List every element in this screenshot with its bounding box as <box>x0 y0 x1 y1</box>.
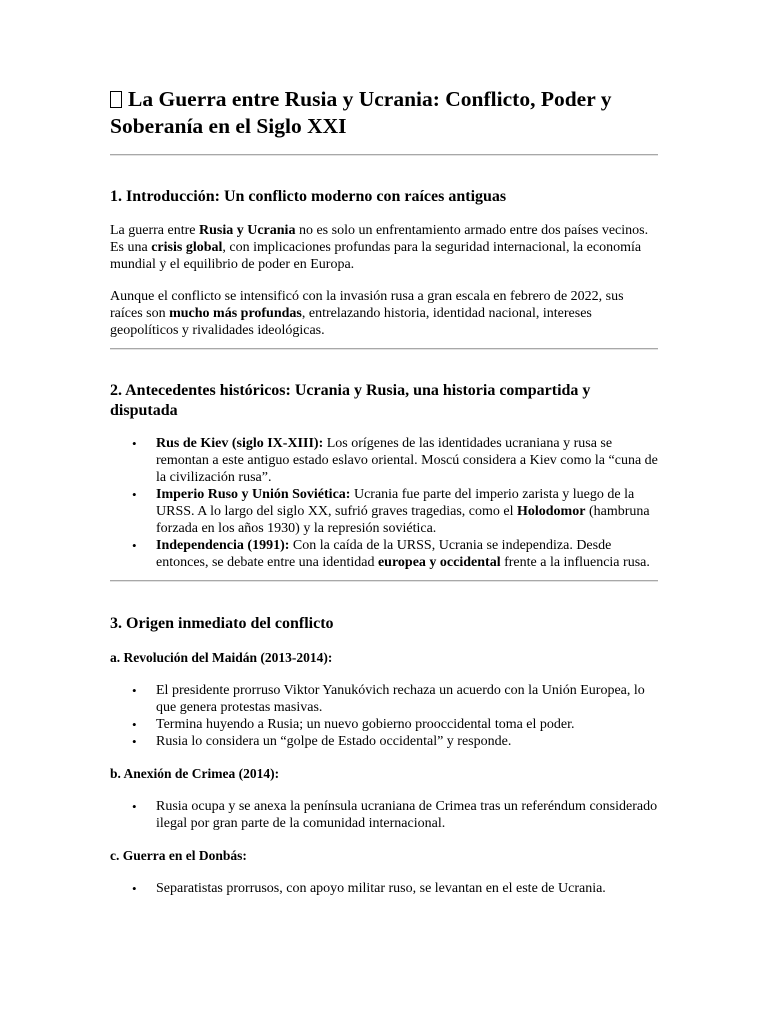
text-run: (hambruna forzada en los años 1930) y la represión soviética. <box>156 504 650 536</box>
document-title <box>110 86 658 140</box>
subsection-b-list <box>110 798 658 832</box>
list-item <box>156 435 658 486</box>
text-run: Aunque el conflicto se intensificó con la invasión rusa a gran escala en febrero de 2022, sus raíces son <box>110 289 624 321</box>
subsection-c-list <box>110 880 658 897</box>
list-item: • Termina huyendo a Rusia; un nuevo gobierno prooccidental toma el poder. <box>156 716 658 733</box>
text-run: Con la caída de la URSS, Ucrania se independiza. Desde entonces, se debate entre una identidad <box>156 538 612 570</box>
subsection-a-heading: a. Revolución del Maidán (2013-2014): <box>110 650 333 665</box>
subsection-a-list <box>110 682 658 750</box>
text-run: , con implicaciones profundas para la seguridad internacional, la economía mundial y el equilibrio de poder en Europa. <box>110 240 642 272</box>
list-item <box>156 486 658 537</box>
section-2-list <box>110 435 658 571</box>
bold-run: Holodomor <box>516 504 586 519</box>
section-1-paragraph-2 <box>110 288 658 339</box>
subsection-c-heading: c. Guerra en el Donbás: <box>110 848 247 863</box>
list-item: • Rusia lo considera un “golpe de Estado occidental” y responde. <box>156 733 658 750</box>
section-2-heading: 2. Antecedentes históricos: Ucrania y Rusia, una historia compartida y disputada <box>110 382 591 419</box>
document-title-text: La Guerra entre Rusia y Ucrania: Conflicto, Poder y Soberanía en el Siglo XXI <box>110 87 612 138</box>
text-run: La guerra entre <box>110 223 199 238</box>
bold-run: europea y occidental <box>377 555 501 570</box>
section-1-heading: 1. Introducción: Un conflicto moderno con raíces antiguas <box>110 188 507 205</box>
divider <box>110 580 658 582</box>
bold-run: Imperio Ruso y Unión Soviética: <box>156 487 351 502</box>
text-run: Ucrania fue parte del imperio zarista y luego de la URSS. A lo largo del siglo XX, sufrió graves tragedias, como el <box>156 487 635 519</box>
text-run: , entrelazando historia, identidad nacional, intereses geopolíticos y rivalidades ideológicas. <box>110 306 592 338</box>
bold-run: Rus de Kiev (siglo IX-XIII): <box>156 436 324 451</box>
bold-run: crisis global <box>151 240 223 255</box>
bold-run: Independencia (1991): <box>156 538 290 553</box>
document-body <box>110 86 658 897</box>
bold-run: Rusia y Ucrania <box>199 223 296 238</box>
list-item: • El presidente prorruso Viktor Yanukóvich rechaza un acuerdo con la Unión Europea, lo que genera protestas masivas. <box>156 682 658 716</box>
list-item <box>156 537 658 571</box>
subsection-b-heading: b. Anexión de Crimea (2014): <box>110 766 280 781</box>
text-run: no es solo un enfrentamiento armado entre dos países vecinos. Es una <box>110 223 649 255</box>
divider <box>110 154 658 156</box>
text-run: frente a la influencia rusa. <box>500 555 650 570</box>
section-3-heading: 3. Origen inmediato del conflicto <box>110 615 334 632</box>
bold-run: mucho más profundas <box>169 306 302 321</box>
section-1-paragraph-1 <box>110 222 658 273</box>
list-item: • Separatistas prorrusos, con apoyo militar ruso, se levantan en el este de Ucrania. <box>156 880 658 897</box>
list-item: • Rusia ocupa y se anexa la península ucraniana de Crimea tras un referéndum considerado ilegal por gran parte de la comunidad internacional. <box>156 798 658 832</box>
text-run: Los orígenes de las identidades ucraniana y rusa se remontan a este antiguo estado eslavo oriental. Moscú considera a Kiev como la “cuna de la civilización rusa”. <box>156 436 658 485</box>
missing-glyph-icon <box>110 91 122 108</box>
divider <box>110 348 658 350</box>
